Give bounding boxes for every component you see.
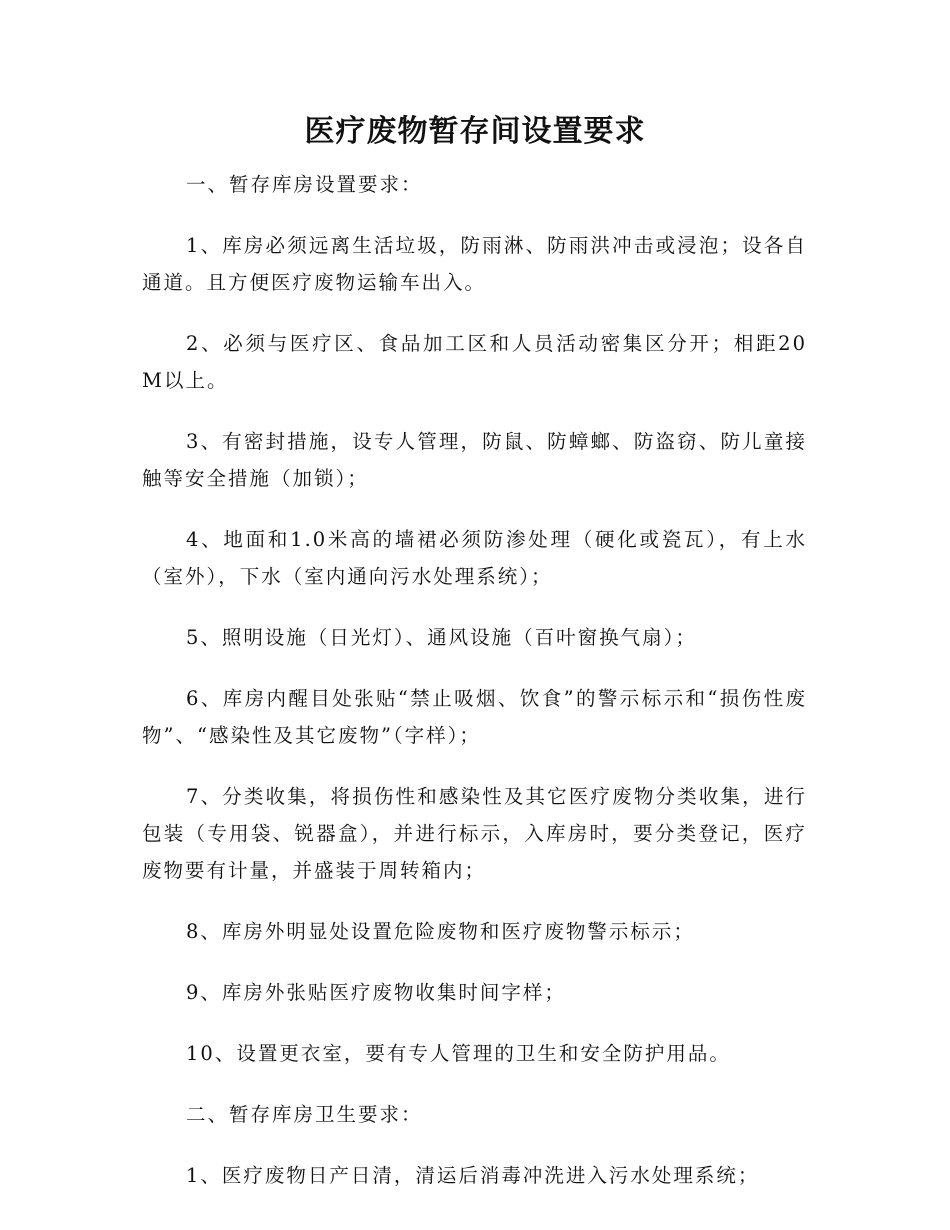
paragraph: 6、库房内醒目处张贴“禁止吸烟、饮食”的警示标示和“损伤性废物”、“感染性及其它废物”（字样）； <box>142 687 807 747</box>
paragraph: 1、医疗废物日产日清，清运后消毒冲洗进入污水处理系统； <box>186 1164 760 1187</box>
paragraph: 8、库房外明显处设置危险废物和医疗废物警示标示； <box>186 920 695 943</box>
paragraph: 7、分类收集，将损伤性和感染性及其它医疗废物分类收集，进行包装（专用袋、锐器盒），并进行标示，入库房时，要分类登记，医疗废物要有计量，并盛装于周转箱内； <box>142 785 807 882</box>
paragraph: 9、库房外张贴医疗废物收集时间字样； <box>186 981 566 1004</box>
paragraph: 3、有密封措施，设专人管理，防鼠、防蟑螂、防盗窃、防儿童接触等安全措施（加锁）； <box>142 430 807 490</box>
section-heading: 二、暂存库房卫生要求： <box>186 1103 423 1126</box>
paragraph: 1、库房必须远离生活垃圾，防雨淋、防雨洪冲击或浸泡；设各自通道。且方便医疗废物运输车出入。 <box>142 234 807 294</box>
paragraph: 5、照明设施（日光灯）、通风设施（百叶窗换气扇）； <box>186 626 697 649</box>
paragraph: 10、设置更衣室，要有专人管理的卫生和安全防护用品。 <box>186 1042 731 1065</box>
document-body <box>142 166 807 1218</box>
section-heading: 一、暂存库房设置要求： <box>186 173 423 196</box>
paragraph: 2、必须与医疗区、食品加工区和人员活动密集区分开；相距20M以上。 <box>142 332 807 392</box>
document-title: 医疗废物暂存间设置要求 <box>304 114 646 149</box>
paragraph: 4、地面和1.0米高的墙裙必须防渗处理（硬化或瓷瓦），有上水（室外），下水（室内通向污水处理系统）； <box>142 528 807 588</box>
